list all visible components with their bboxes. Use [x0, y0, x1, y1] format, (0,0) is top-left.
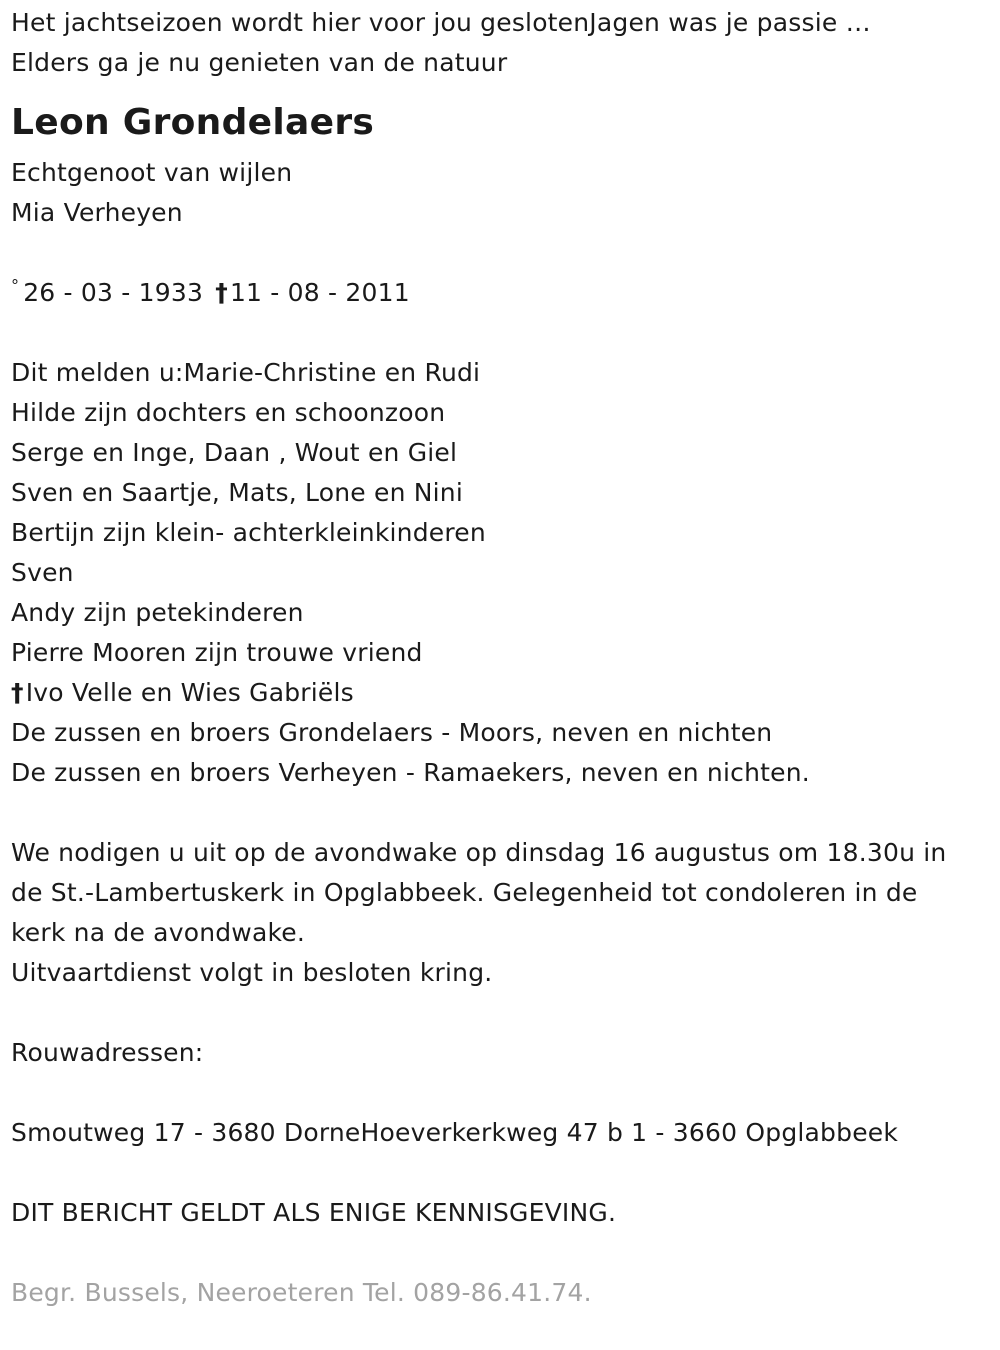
- announcer-line: Serge en Inge, Daan , Wout en Giel: [11, 438, 458, 467]
- announcer-line: Pierre Mooren zijn trouwe vriend: [11, 638, 423, 667]
- birth-symbol: °: [11, 276, 20, 295]
- spacer: [11, 1233, 1000, 1273]
- invitation-line: kerk na de avondwake.: [11, 918, 305, 947]
- announcer-line: Sven: [11, 558, 74, 587]
- relation-line-1: Echtgenoot van wijlen: [11, 158, 293, 187]
- spacer: [11, 1073, 1000, 1113]
- funeral-home-footer: Begr. Bussels, Neeroeteren Tel. 089-86.41.74.: [11, 1278, 592, 1307]
- life-dates: [11, 273, 1000, 313]
- addresses-text: Smoutweg 17 - 3680 DorneHoeverkerkweg 47 b 1 - 3660 Opglabbeek: [11, 1118, 899, 1147]
- relation-line-2: Mia Verheyen: [11, 198, 183, 227]
- announcer-line: Sven en Saartje, Mats, Lone en Nini: [11, 478, 463, 507]
- announcer-line: Dit melden u:Marie-Christine en Rudi: [11, 358, 481, 387]
- deceased-friends-text: Ivo Velle en Wies Gabriëls: [25, 678, 354, 707]
- announcer-line: Hilde zijn dochters en schoonzoon: [11, 398, 446, 427]
- invitation-line: We nodigen u uit op de avondwake op dinsdag 16 augustus om 18.30u in: [11, 838, 947, 867]
- birth-date: 26 - 03 - 1933: [23, 278, 204, 307]
- spacer: [11, 993, 1000, 1033]
- cross-icon: †: [11, 678, 24, 707]
- spacer: [11, 233, 1000, 273]
- notice-text: DIT BERICHT GELDT ALS ENIGE KENNISGEVING.: [11, 1198, 617, 1227]
- announcer-line: Bertijn zijn klein- achterkleinkinderen: [11, 518, 486, 547]
- invitation-paragraph: [11, 833, 1000, 993]
- addresses-label: Rouwadressen:: [11, 1038, 204, 1067]
- invitation-line: Uitvaartdienst volgt in besloten kring.: [11, 958, 493, 987]
- intro-line-2: Elders ga je nu genieten van de natuur: [11, 48, 508, 77]
- death-date: 11 - 08 - 2011: [229, 278, 410, 307]
- spacer: [11, 1153, 1000, 1193]
- spacer: [11, 793, 1000, 833]
- death-cross-icon: †: [215, 278, 228, 307]
- announcer-line: Andy zijn petekinderen: [11, 598, 304, 627]
- invitation-line: de St.-Lambertuskerk in Opglabbeek. Gelegenheid tot condoleren in de: [11, 878, 918, 907]
- intro-line-1: Het jachtseizoen wordt hier voor jou geslotenJagen was je passie …: [11, 8, 871, 37]
- family-line: De zussen en broers Verheyen - Ramaekers, neven en nichten.: [11, 758, 810, 787]
- deceased-name: Leon Grondelaers: [11, 102, 375, 143]
- family-line: De zussen en broers Grondelaers - Moors, neven en nichten: [11, 718, 773, 747]
- spacer: [11, 313, 1000, 353]
- deceased-friends-line: [11, 673, 1000, 713]
